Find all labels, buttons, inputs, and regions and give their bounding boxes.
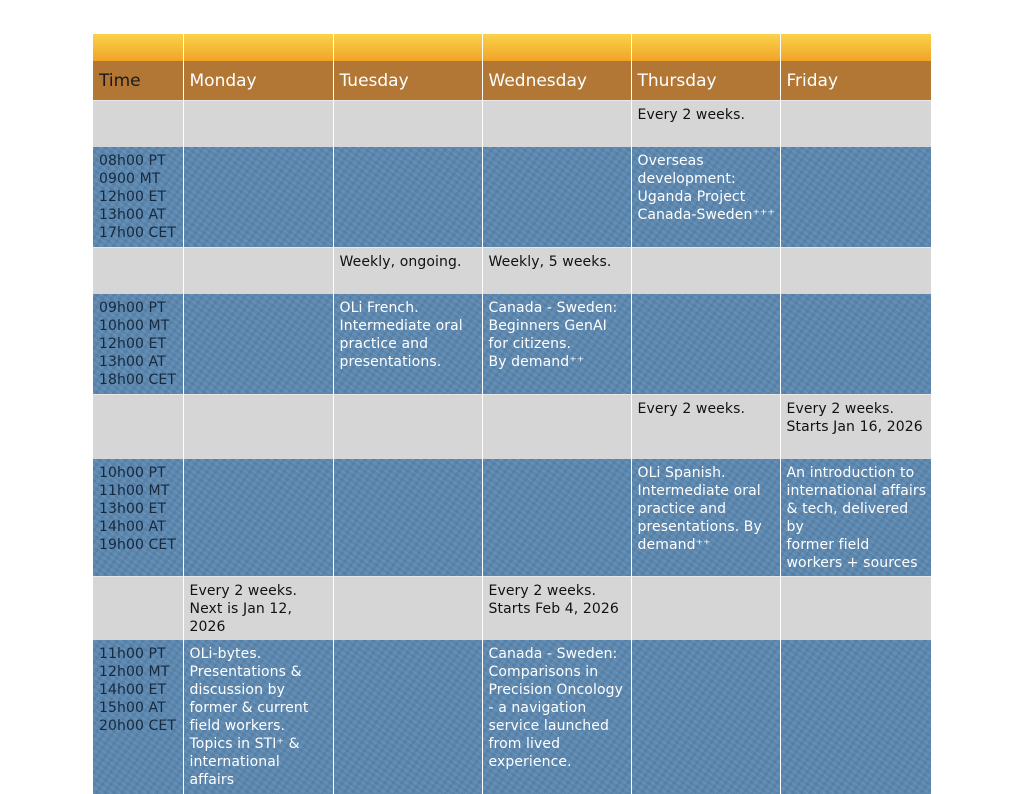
friday-cell: Every 2 weeks. Starts Jan 16, 2026 <box>780 395 931 460</box>
tuesday-cell <box>333 640 482 794</box>
time-cell: 09h00 PT 10h00 MT 12h00 ET 13h00 AT 18h00 CET <box>93 294 183 395</box>
frequency-row <box>93 577 931 641</box>
title-band <box>93 34 931 61</box>
wednesday-cell <box>482 459 631 577</box>
time-cell: 10h00 PT 11h00 MT 13h00 ET 14h00 AT 19h00 CET <box>93 459 183 577</box>
thursday-cell: Every 2 weeks. <box>631 395 780 460</box>
time-cell <box>93 101 183 148</box>
band-cell <box>183 34 333 61</box>
band-cell <box>333 34 482 61</box>
thursday-cell <box>631 248 780 295</box>
thursday-cell: OLi Spanish. Intermediate oral practice and presentations. By demand⁺⁺ <box>631 459 780 577</box>
time-cell <box>93 395 183 460</box>
time-cell <box>93 577 183 641</box>
session-row <box>93 294 931 395</box>
wednesday-cell: Weekly, 5 weeks. <box>482 248 631 295</box>
friday-cell: An introduction to international affairs & tech, delivered by former field workers + sources <box>780 459 931 577</box>
time-cell <box>93 248 183 295</box>
header-friday: Friday <box>780 61 931 101</box>
tuesday-cell: Weekly, ongoing. <box>333 248 482 295</box>
band-cell <box>482 34 631 61</box>
monday-cell <box>183 395 333 460</box>
time-cell: 08h00 PT 0900 MT 12h00 ET 13h00 AT 17h00 CET <box>93 147 183 248</box>
band-cell <box>631 34 780 61</box>
friday-cell <box>780 248 931 295</box>
thursday-cell <box>631 640 780 794</box>
frequency-row <box>93 248 931 295</box>
friday-cell <box>780 147 931 248</box>
monday-cell <box>183 294 333 395</box>
header-monday: Monday <box>183 61 333 101</box>
monday-cell <box>183 459 333 577</box>
monday-cell <box>183 248 333 295</box>
wednesday-cell: Canada - Sweden: Comparisons in Precision Oncology - a navigation service launched from lived experience. <box>482 640 631 794</box>
time-cell: 11h00 PT 12h00 MT 14h00 ET 15h00 AT 20h00 CET <box>93 640 183 794</box>
tuesday-cell <box>333 459 482 577</box>
thursday-cell <box>631 577 780 641</box>
wednesday-cell: Every 2 weeks. Starts Feb 4, 2026 <box>482 577 631 641</box>
tuesday-cell <box>333 395 482 460</box>
wednesday-cell: Canada - Sweden: Beginners GenAI for citizens. By demand⁺⁺ <box>482 294 631 395</box>
header-thursday: Thursday <box>631 61 780 101</box>
wednesday-cell <box>482 395 631 460</box>
frequency-row <box>93 101 931 148</box>
header-time: Time <box>93 61 183 101</box>
session-row <box>93 640 931 794</box>
header-row <box>93 61 931 101</box>
header-wednesday: Wednesday <box>482 61 631 101</box>
monday-cell: OLi-bytes. Presentations & discussion by former & current field workers. Topics in STI⁺ & international affairs <box>183 640 333 794</box>
tuesday-cell <box>333 101 482 148</box>
thursday-cell <box>631 294 780 395</box>
tuesday-cell <box>333 147 482 248</box>
session-row <box>93 459 931 577</box>
header-tuesday: Tuesday <box>333 61 482 101</box>
band-cell <box>780 34 931 61</box>
monday-cell: Every 2 weeks. Next is Jan 12, 2026 <box>183 577 333 641</box>
frequency-row <box>93 395 931 460</box>
tuesday-cell <box>333 577 482 641</box>
friday-cell <box>780 294 931 395</box>
monday-cell <box>183 101 333 148</box>
band-cell <box>93 34 183 61</box>
tuesday-cell: OLi French. Intermediate oral practice and presentations. <box>333 294 482 395</box>
monday-cell <box>183 147 333 248</box>
wednesday-cell <box>482 101 631 148</box>
friday-cell <box>780 577 931 641</box>
thursday-cell: Every 2 weeks. <box>631 101 780 148</box>
friday-cell <box>780 640 931 794</box>
thursday-cell: Overseas development: Uganda Project Canada-Sweden⁺⁺⁺ <box>631 147 780 248</box>
friday-cell <box>780 101 931 148</box>
schedule-table <box>93 34 931 794</box>
wednesday-cell <box>482 147 631 248</box>
session-row <box>93 147 931 248</box>
